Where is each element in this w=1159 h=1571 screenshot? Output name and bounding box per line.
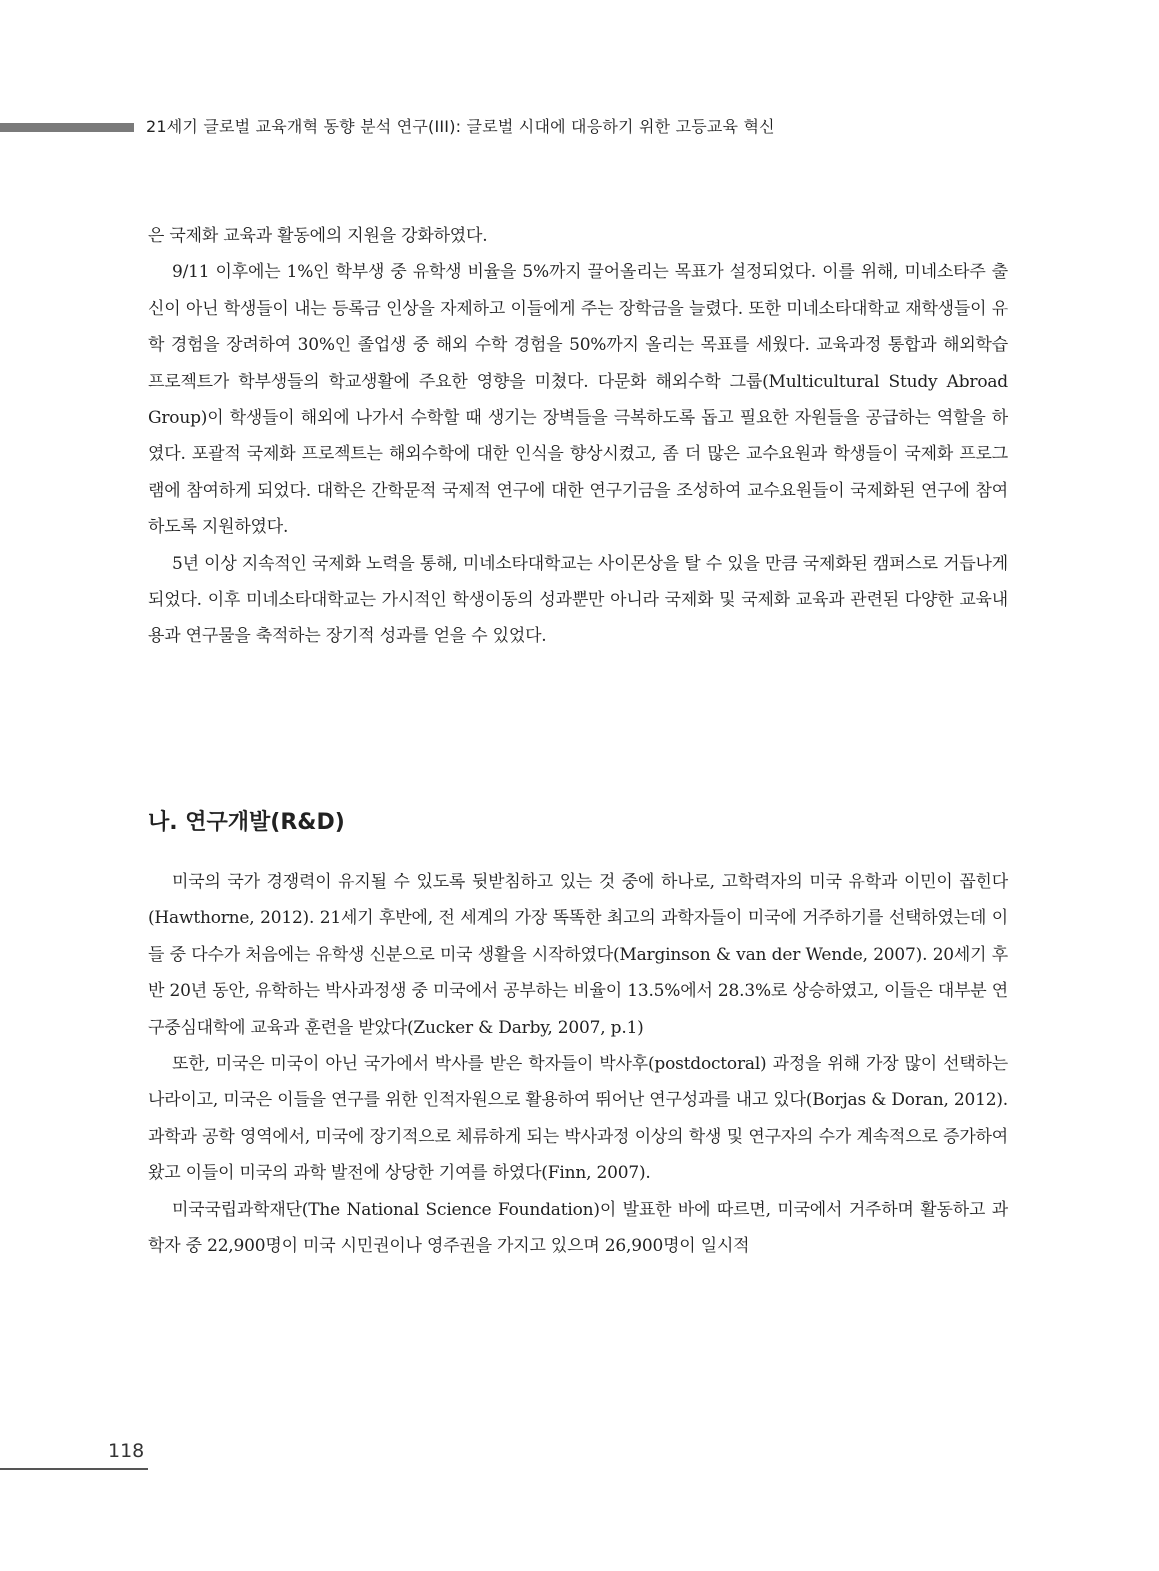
paragraph: 미국국립과학재단(The National Science Foundation)이 발표한 바에 따르면, 미국에서 거주하며 활동하고 과학자 중 22,900명이 미국 시민권이나 영주권을 가지고 있으며 26,900명이 일시적 bbox=[148, 1199, 1008, 1257]
footer-rule bbox=[0, 1468, 148, 1470]
section-heading: 나. 연구개발(R&D) bbox=[148, 810, 345, 835]
body-text-top bbox=[148, 218, 1008, 655]
body-text-section bbox=[148, 864, 1008, 1264]
paragraph-continuation: 은 국제화 교육과 활동에의 지원을 강화하였다. bbox=[148, 226, 488, 246]
paragraph: 5년 이상 지속적인 국제화 노력을 통해, 미네소타대학교는 사이몬상을 탈 수 있을 만큼 국제화된 캠퍼스로 거듭나게 되었다. 이후 미네소타대학교는 가시적인 학생이동의 성과뿐만 아니라 국제화 및 국제화 교육과 관련된 다양한 교육내용과 연구물을 축적하는 장기적 성과를 얻을 수 있었다. bbox=[148, 553, 1008, 647]
paragraph: 9/11 이후에는 1%인 학부생 중 유학생 비율을 5%까지 끌어올리는 목표가 설정되었다. 이를 위해, 미네소타주 출신이 아닌 학생들이 내는 등록금 인상을 자제하고 이들에게 주는 장학금을 늘렸다. 또한 미네소타대학교 재학생들이 유학 경험을 장려하여 30%인 졸업생 중 해외 수학 경험을 50%까지 올리는 목표를 세웠다. 교육과정 통합과 해외학습 프로젝트가 학부생들의 학교생활에 주요한 영향을 미쳤다. 다문화 해외수학 그룹(Multicultural Study Abroad Group)이 학생들이 해외에 나가서 수학할 때 생기는 장벽들을 극복하도록 돕고 필요한 자원들을 공급하는 역할을 하였다. 포괄적 국제화 프로젝트는 해외수학에 대한 인식을 향상시켰고, 좀 더 많은 교수요원과 학생들이 국제화 프로그램에 참여하게 되었다. 대학은 간학문적 국제적 연구에 대한 연구기금을 조성하여 교수요원들이 국제화된 연구에 참여하도록 지원하였다. bbox=[148, 262, 1008, 538]
page-number: 118 bbox=[108, 1440, 145, 1462]
header-accent-bar bbox=[0, 123, 134, 132]
running-head-title: 21세기 글로벌 교육개혁 동향 분석 연구(III): 글로벌 시대에 대응하기 위한 고등교육 혁신 bbox=[146, 117, 775, 136]
paragraph: 또한, 미국은 미국이 아닌 국가에서 박사를 받은 학자들이 박사후(postdoctoral) 과정을 위해 가장 많이 선택하는 나라이고, 미국은 이들을 연구를 위한 인적자원으로 활용하여 뛰어난 연구성과를 내고 있다(Borjas & Doran, 2012). 과학과 공학 영역에서, 미국에 장기적으로 체류하게 되는 박사과정 이상의 학생 및 연구자의 수가 계속적으로 증가하여 왔고 이들이 미국의 과학 발전에 상당한 기여를 하였다(Finn, 2007). bbox=[148, 1054, 1008, 1184]
paragraph: 미국의 국가 경쟁력이 유지될 수 있도록 뒷받침하고 있는 것 중에 하나로, 고학력자의 미국 유학과 이민이 꼽힌다(Hawthorne, 2012). 21세기 후반에, 전 세계의 가장 똑똑한 최고의 과학자들이 미국에 거주하기를 선택하였는데 이들 중 다수가 처음에는 유학생 신분으로 미국 생활을 시작하였다(Marginson & van der Wende, 2007). 20세기 후반 20년 동안, 유학하는 박사과정생 중 미국에서 공부하는 비율이 13.5%에서 28.3%로 상승하였고, 이들은 대부분 연구중심대학에 교육과 훈련을 받았다(Zucker & Darby, 2007, p.1) bbox=[148, 872, 1008, 1038]
